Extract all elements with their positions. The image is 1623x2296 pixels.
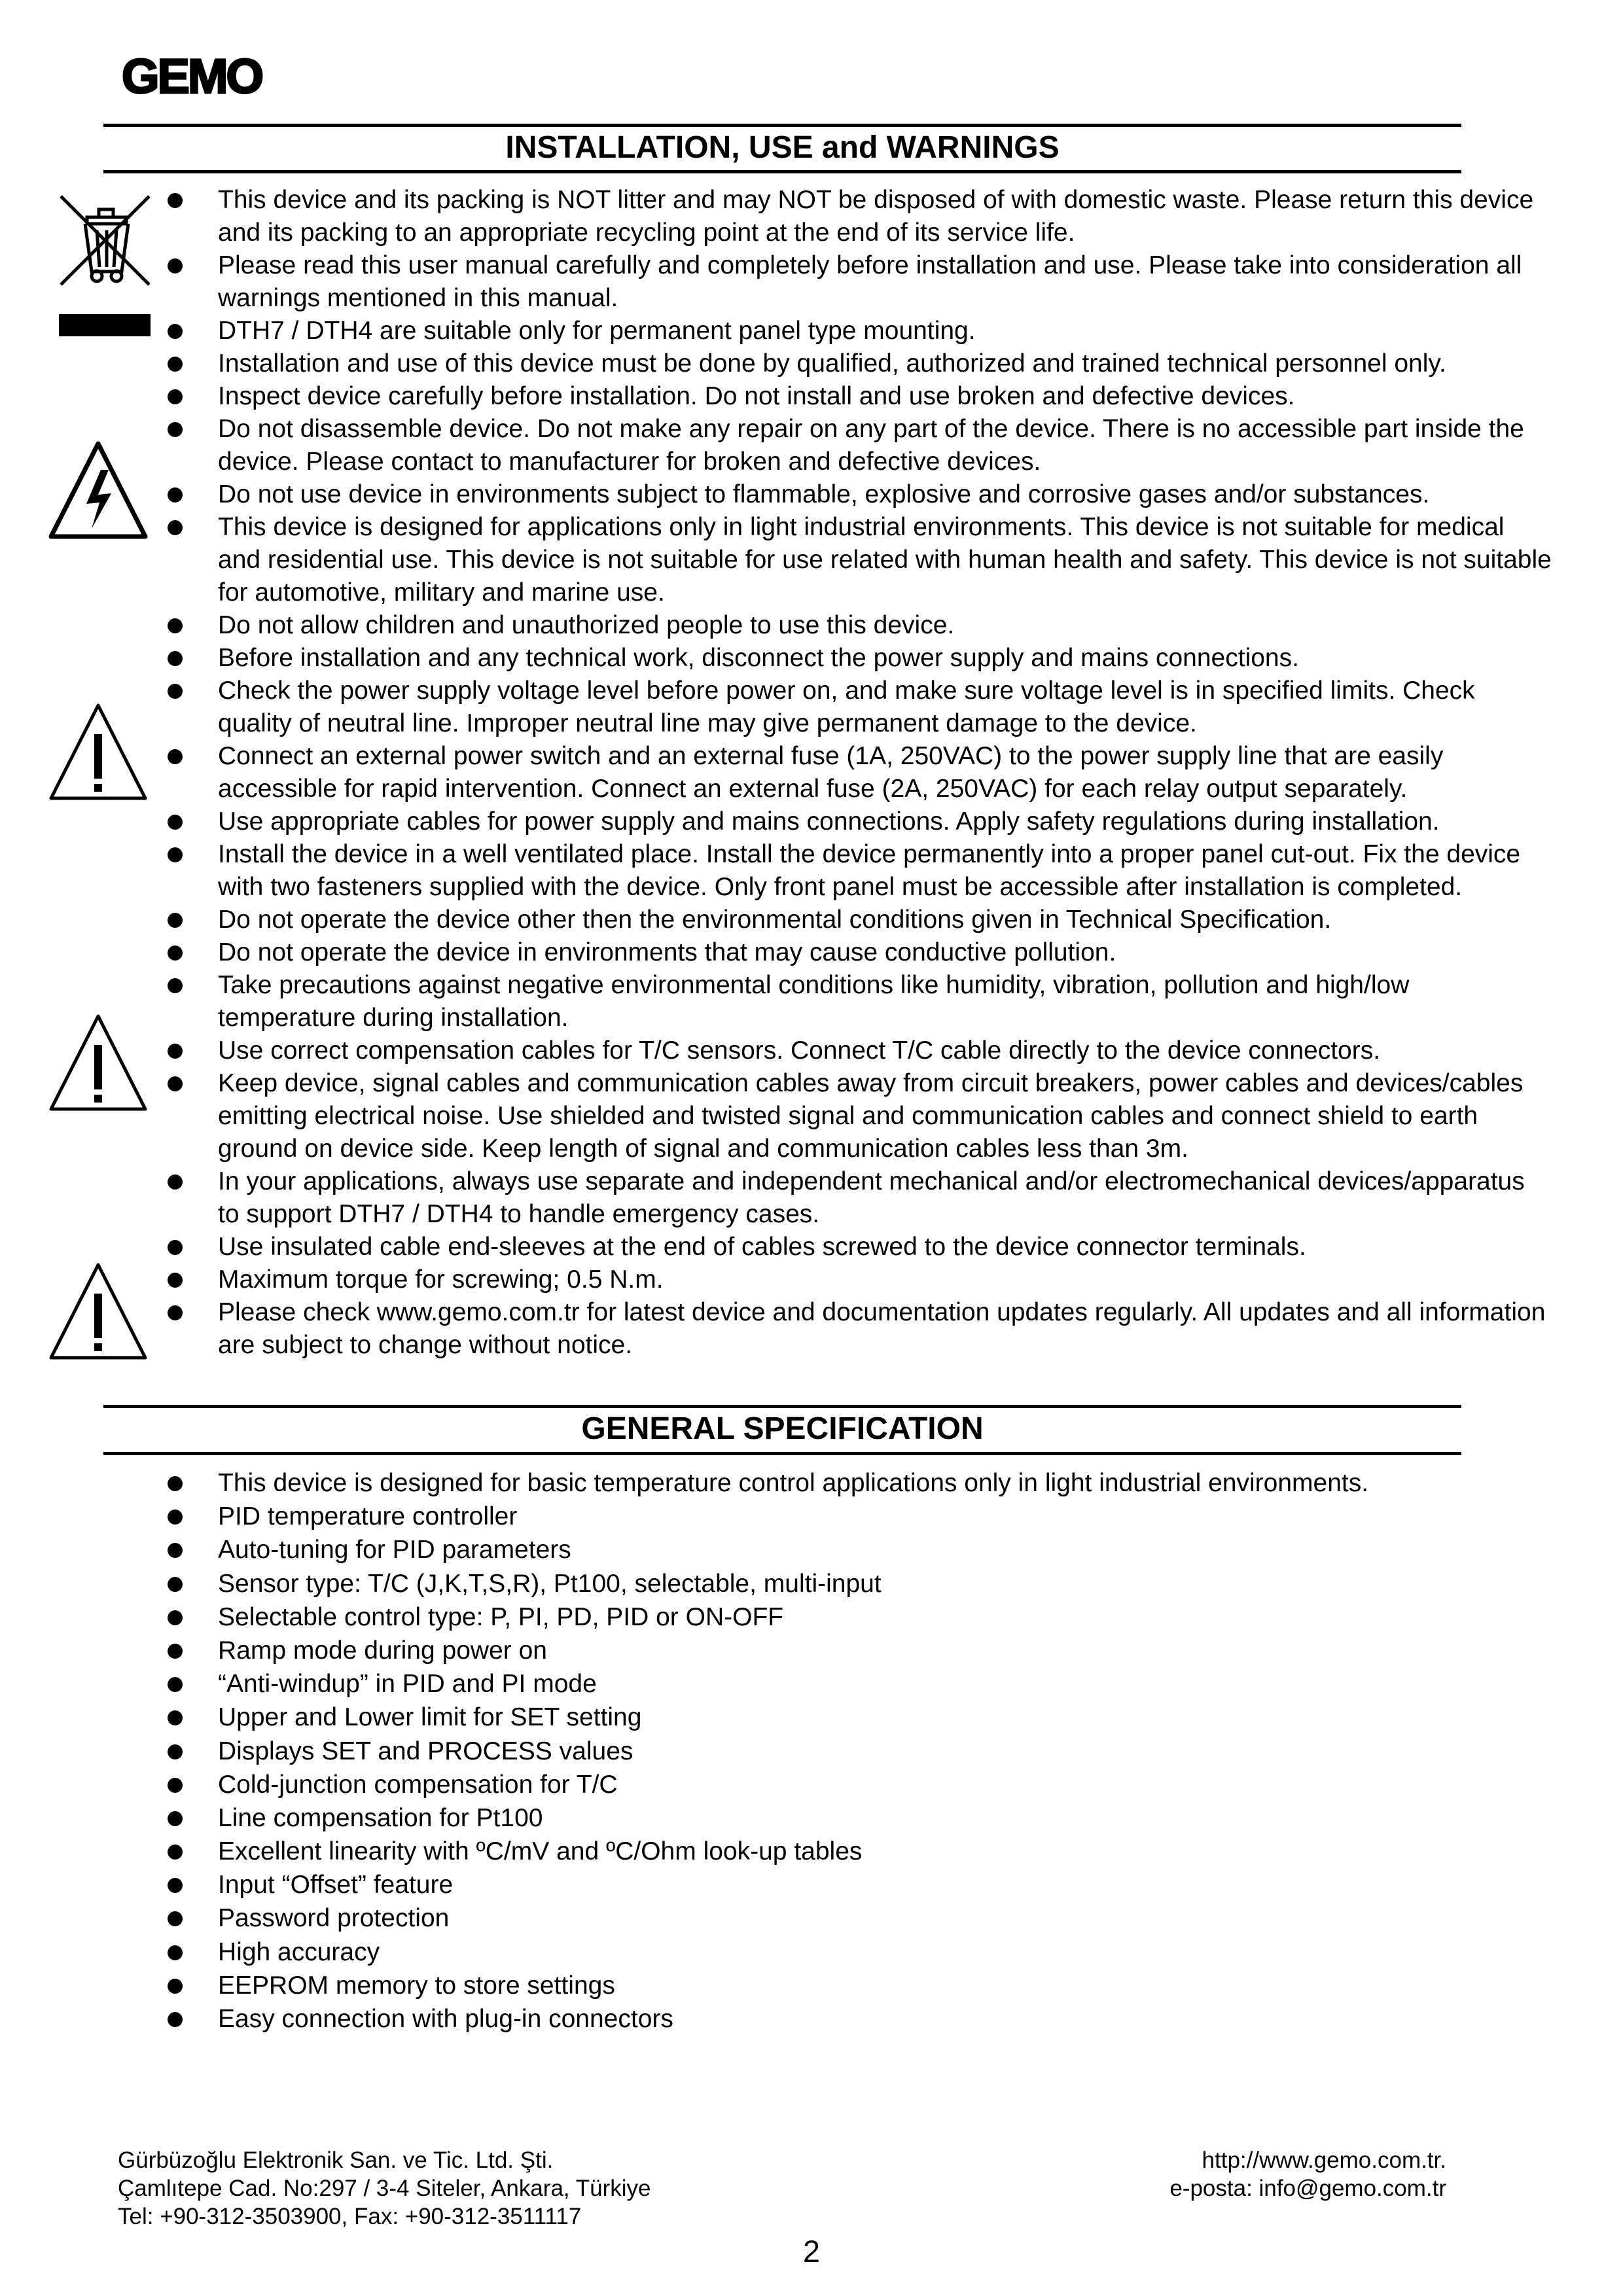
bullet-icon bbox=[168, 487, 183, 503]
bullet-icon bbox=[168, 1577, 183, 1592]
list-item: “Anti-windup” in PID and PI mode bbox=[0, 1668, 1553, 1701]
bullet-icon bbox=[168, 2012, 183, 2027]
list-item: Cold-junction compensation for T/C bbox=[0, 1769, 1553, 1801]
bullet-icon bbox=[168, 389, 183, 404]
bullet-icon bbox=[168, 1543, 183, 1558]
list-item: Do not allow children and unauthorized people to use this device. bbox=[0, 609, 1553, 642]
list-item: Keep device, signal cables and communication cables away from circuit breakers, power cables and devices/cables emitting electrical noise. Use shielded and twisted signal and communication cables and connect shield to earth ground on device side. Keep length of signal and communication cables less than 3m. bbox=[0, 1067, 1553, 1165]
list-item: Do not disassemble device. Do not make any repair on any part of the device. There is no accessible part inside the device. Please contact to manufacturer for broken and defective devices. bbox=[0, 413, 1553, 478]
list-item: Excellent linearity with ºC/mV and ºC/Ohm look-up tables bbox=[0, 1835, 1553, 1868]
list-item: Line compensation for Pt100 bbox=[0, 1802, 1553, 1835]
general-title-overline bbox=[103, 1405, 1461, 1408]
list-item: Before installation and any technical work, disconnect the power supply and mains connections. bbox=[0, 642, 1553, 675]
list-item: Displays SET and PROCESS values bbox=[0, 1735, 1553, 1768]
list-item: Maximum torque for screwing; 0.5 N.m. bbox=[0, 1263, 1553, 1296]
page-number: 2 bbox=[802, 2234, 821, 2269]
list-item: Input “Offset” feature bbox=[0, 1869, 1553, 1901]
list-item: Password protection bbox=[0, 1902, 1553, 1935]
general-title-underline bbox=[103, 1452, 1461, 1455]
top-rule bbox=[103, 124, 1461, 127]
general-spec-list bbox=[0, 1467, 1553, 2036]
bullet-icon bbox=[168, 1044, 183, 1059]
list-item: Do not operate the device other then the environmental conditions given in Technical Specification. bbox=[0, 904, 1553, 936]
list-item: Do not operate the device in environments that may cause conductive pollution. bbox=[0, 936, 1553, 969]
bullet-icon bbox=[168, 978, 183, 993]
bullet-icon bbox=[168, 618, 183, 633]
bullet-icon bbox=[168, 1811, 183, 1826]
footer-email: e-posta: info@gemo.com.tr bbox=[1169, 2176, 1446, 2201]
list-item: Inspect device carefully before installation. Do not install and use broken and defective devices. bbox=[0, 380, 1553, 413]
list-item: Connect an external power switch and an external fuse (1A, 250VAC) to the power supply line that are easily accessible for rapid intervention. Connect an external fuse (2A, 250VAC) for each relay output separately. bbox=[0, 740, 1553, 805]
bullet-icon bbox=[168, 1744, 183, 1759]
footer-contact-block bbox=[1169, 2146, 1446, 2202]
bullet-icon bbox=[168, 815, 183, 830]
bullet-icon bbox=[168, 1076, 183, 1091]
list-item: High accuracy bbox=[0, 1936, 1553, 1969]
list-item: Sensor type: T/C (J,K,T,S,R), Pt100, selectable, multi-input bbox=[0, 1568, 1553, 1600]
bullet-icon bbox=[168, 1610, 183, 1625]
bullet-icon bbox=[168, 422, 183, 437]
list-item: PID temperature controller bbox=[0, 1500, 1553, 1533]
bullet-icon bbox=[168, 749, 183, 764]
bullet-icon bbox=[168, 1979, 183, 1994]
list-item: This device and its packing is NOT litter and may NOT be disposed of with domestic waste. Please return this device and its packing to an appropriate recycling point at the end of its service life. bbox=[0, 184, 1553, 249]
bullet-icon bbox=[168, 1677, 183, 1692]
bullet-icon bbox=[168, 1510, 183, 1525]
footer-website: http://www.gemo.com.tr. bbox=[1202, 2147, 1446, 2173]
bullet-icon bbox=[168, 847, 183, 862]
list-item: Please check www.gemo.com.tr for latest device and documentation updates regularly. All updates and all information are subject to change without notice. bbox=[0, 1296, 1553, 1362]
general-title: GENERAL SPECIFICATION bbox=[581, 1411, 984, 1446]
list-item: Installation and use of this device must be done by qualified, authorized and trained technical personnel only. bbox=[0, 347, 1553, 380]
bullet-icon bbox=[168, 1305, 183, 1320]
bullet-icon bbox=[168, 1240, 183, 1255]
bullet-icon bbox=[168, 520, 183, 535]
list-item: EEPROM memory to store settings bbox=[0, 1969, 1553, 2002]
list-item: Selectable control type: P, PI, PD, PID or ON-OFF bbox=[0, 1601, 1553, 1634]
bullet-icon bbox=[168, 1845, 183, 1860]
installation-list bbox=[0, 184, 1553, 1362]
installation-title-underline bbox=[103, 170, 1461, 173]
list-item: Check the power supply voltage level before power on, and make sure voltage level is in specified limits. Check quality of neutral line. Improper neutral line may give permanent damage to the device. bbox=[0, 675, 1553, 740]
bullet-icon bbox=[168, 324, 183, 339]
list-item: Use correct compensation cables for T/C sensors. Connect T/C cable directly to the device connectors. bbox=[0, 1034, 1553, 1067]
list-item: This device is designed for basic temperature control applications only in light industrial environments. bbox=[0, 1467, 1553, 1500]
bullet-icon bbox=[168, 1945, 183, 1960]
bullet-icon bbox=[168, 1778, 183, 1793]
bullet-icon bbox=[168, 1911, 183, 1926]
list-item: Use appropriate cables for power supply and mains connections. Apply safety regulations during installation. bbox=[0, 805, 1553, 838]
bullet-icon bbox=[168, 193, 183, 208]
list-item: Easy connection with plug-in connectors bbox=[0, 2003, 1553, 2036]
bullet-icon bbox=[168, 258, 183, 274]
installation-title: INSTALLATION, USE and WARNINGS bbox=[505, 130, 1060, 165]
bullet-icon bbox=[168, 1878, 183, 1893]
bullet-icon bbox=[168, 651, 183, 666]
list-item: Do not use device in environments subject to flammable, explosive and corrosive gases and/or substances. bbox=[0, 478, 1553, 511]
list-item: DTH7 / DTH4 are suitable only for permanent panel type mounting. bbox=[0, 315, 1553, 347]
list-item: Use insulated cable end-sleeves at the end of cables screwed to the device connector terminals. bbox=[0, 1231, 1553, 1263]
bullet-icon bbox=[168, 1710, 183, 1725]
svg-text:GEMO: GEMO bbox=[122, 51, 262, 102]
bullet-icon bbox=[168, 1476, 183, 1491]
bullet-icon bbox=[168, 1644, 183, 1659]
list-item: Ramp mode during power on bbox=[0, 1634, 1553, 1667]
footer-address-block bbox=[118, 2146, 651, 2231]
list-item: This device is designed for applications only in light industrial environments. This device is not suitable for medical and residential use. This device is not suitable for use related with human health and safety. This device is not suitable for automotive, military and marine use. bbox=[0, 511, 1553, 609]
bullet-icon bbox=[168, 357, 183, 372]
list-item: Upper and Lower limit for SET setting bbox=[0, 1701, 1553, 1734]
bullet-icon bbox=[168, 1273, 183, 1288]
list-item: Please read this user manual carefully and completely before installation and use. Please take into consideration all warnings mentioned in this manual. bbox=[0, 249, 1553, 315]
bullet-icon bbox=[168, 684, 183, 699]
list-item: In your applications, always use separate and independent mechanical and/or electromechanical devices/apparatus to support DTH7 / DTH4 to handle emergency cases. bbox=[0, 1165, 1553, 1231]
list-item: Take precautions against negative environmental conditions like humidity, vibration, pollution and high/low temperature during installation. bbox=[0, 969, 1553, 1034]
footer-phone: Tel: +90-312-3503900, Fax: +90-312-3511117 bbox=[118, 2204, 582, 2229]
list-item: Install the device in a well ventilated place. Install the device permanently into a proper panel cut-out. Fix the device with two fasteners supplied with the device. Only front panel must be accessible after installation is completed. bbox=[0, 838, 1553, 904]
gemo-logo bbox=[122, 51, 272, 102]
list-item: Auto-tuning for PID parameters bbox=[0, 1534, 1553, 1566]
bullet-icon bbox=[168, 945, 183, 961]
footer-address: Çamlıtepe Cad. No:297 / 3-4 Siteler, Ankara, Türkiye bbox=[118, 2176, 651, 2201]
footer-company: Gürbüzoğlu Elektronik San. ve Tic. Ltd. Şti. bbox=[118, 2147, 554, 2173]
bullet-icon bbox=[168, 1174, 183, 1190]
bullet-icon bbox=[168, 913, 183, 928]
